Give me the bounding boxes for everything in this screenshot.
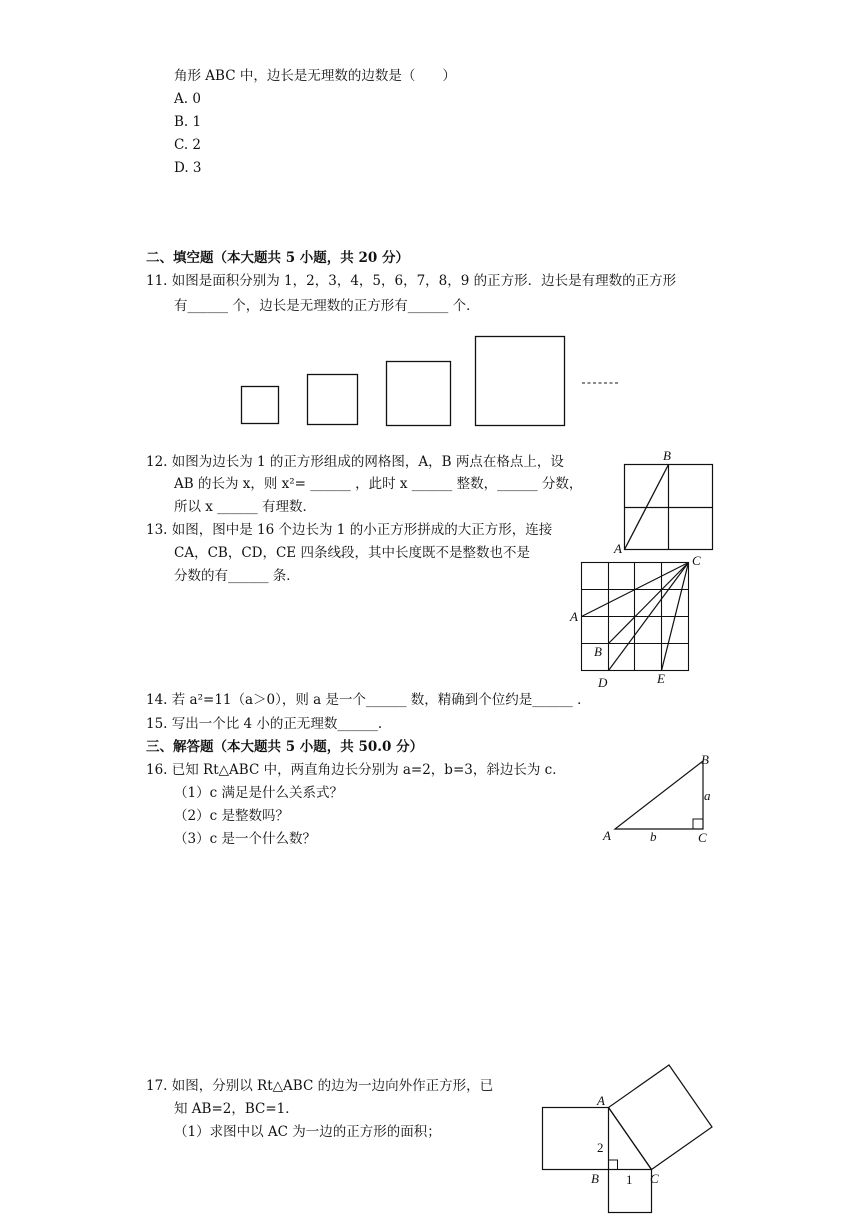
- label-e: E: [657, 671, 665, 686]
- square-3: [387, 362, 451, 426]
- label-one: 1: [626, 1172, 633, 1187]
- square-4: [476, 337, 565, 426]
- q17-line1: 17. 如图，分别以 Rt△ABC 的边为一边向外作正方形，已: [146, 1078, 494, 1094]
- triangle-abc: [615, 761, 703, 829]
- square-on-ac: [609, 1065, 713, 1170]
- label-b: B: [663, 448, 671, 463]
- q11-line1: 11. 如图是面积分别为 1，2，3，4，5，6，7，8，9 的正方形．边长是有理数的正方形: [146, 273, 677, 289]
- q12-line2: AB 的长为 x，则 x²= ______ ，此时 x ______ 整数，______ 分数，: [174, 476, 583, 492]
- q15-line1: 15. 写出一个比 4 小的正无理数______.: [146, 716, 383, 732]
- segment-cb: [609, 563, 689, 644]
- right-angle-mark: [693, 819, 703, 829]
- label-b: B: [594, 644, 602, 659]
- q17-part1: （1）求图中以 AC 为一边的正方形的面积；: [174, 1124, 441, 1140]
- square-1: [242, 387, 279, 424]
- q10-option-c: C. 2: [174, 137, 202, 153]
- q17-squares-figure: [538, 1058, 718, 1216]
- label-b: B: [701, 752, 709, 767]
- q16-line1: 16. 已知 Rt△ABC 中，两直角边长分别为 a=2，b=3，斜边长为 c．: [146, 762, 566, 778]
- label-two: 2: [597, 1140, 604, 1155]
- q14-line1: 14. 若 a²=11（a＞0），则 a 是一个______ 数，精确到个位约是______ ．: [146, 692, 591, 708]
- q10-option-d: D. 3: [174, 160, 202, 176]
- q17-line2: 知 AB=2，BC=1．: [174, 1101, 299, 1117]
- q13-grid-figure: [566, 552, 706, 692]
- label-a: A: [603, 828, 611, 843]
- label-side-a: a: [704, 788, 711, 803]
- label-b: B: [591, 1171, 599, 1186]
- section3-heading: 三、解答题（本大题共 5 小题，共 50.0 分）: [146, 739, 424, 755]
- q16-part3: （3）c 是一个什么数？: [174, 831, 316, 847]
- square-2: [308, 375, 358, 425]
- q13-line1: 13. 如图，图中是 16 个边长为 1 的小正方形拼成的大正方形，连接: [146, 522, 553, 538]
- label-c: C: [692, 553, 701, 568]
- q12-line1: 12. 如图为边长为 1 的正方形组成的网格图，A，B 两点在格点上，设: [146, 454, 564, 470]
- label-c: C: [650, 1171, 659, 1186]
- q10-stem: 角形 ABC 中，边长是无理数的边数是（ ）: [174, 68, 456, 84]
- label-a: A: [597, 1093, 605, 1108]
- q16-triangle-figure: [598, 752, 723, 848]
- label-a: A: [614, 541, 622, 556]
- q12-line3: 所以 x ______ 有理数．: [174, 499, 316, 515]
- right-angle-mark: [609, 1160, 618, 1170]
- label-d: D: [598, 675, 608, 690]
- q13-line2: CA，CB，CD，CE 四条线段，其中长度既不是整数也不是: [174, 545, 530, 561]
- q11-line2: 有______ 个，边长是无理数的正方形有______ 个．: [174, 298, 480, 314]
- label-side-b: b: [650, 829, 657, 844]
- q10-option-a: A. 0: [174, 91, 201, 107]
- label-c: C: [698, 830, 707, 845]
- section2-heading: 二、填空题（本大题共 5 小题，共 20 分）: [146, 250, 409, 266]
- q16-part2: （2）c 是整数吗？: [174, 808, 289, 824]
- q16-part1: （1）c 满足是什么关系式？: [174, 785, 343, 801]
- q10-option-b: B. 1: [174, 114, 202, 130]
- q13-line3: 分数的有______ 条．: [174, 568, 300, 584]
- q11-squares-figure: [238, 334, 628, 430]
- square-on-ab: [543, 1108, 609, 1170]
- label-a: A: [570, 609, 578, 624]
- q12-grid-figure: [612, 448, 722, 558]
